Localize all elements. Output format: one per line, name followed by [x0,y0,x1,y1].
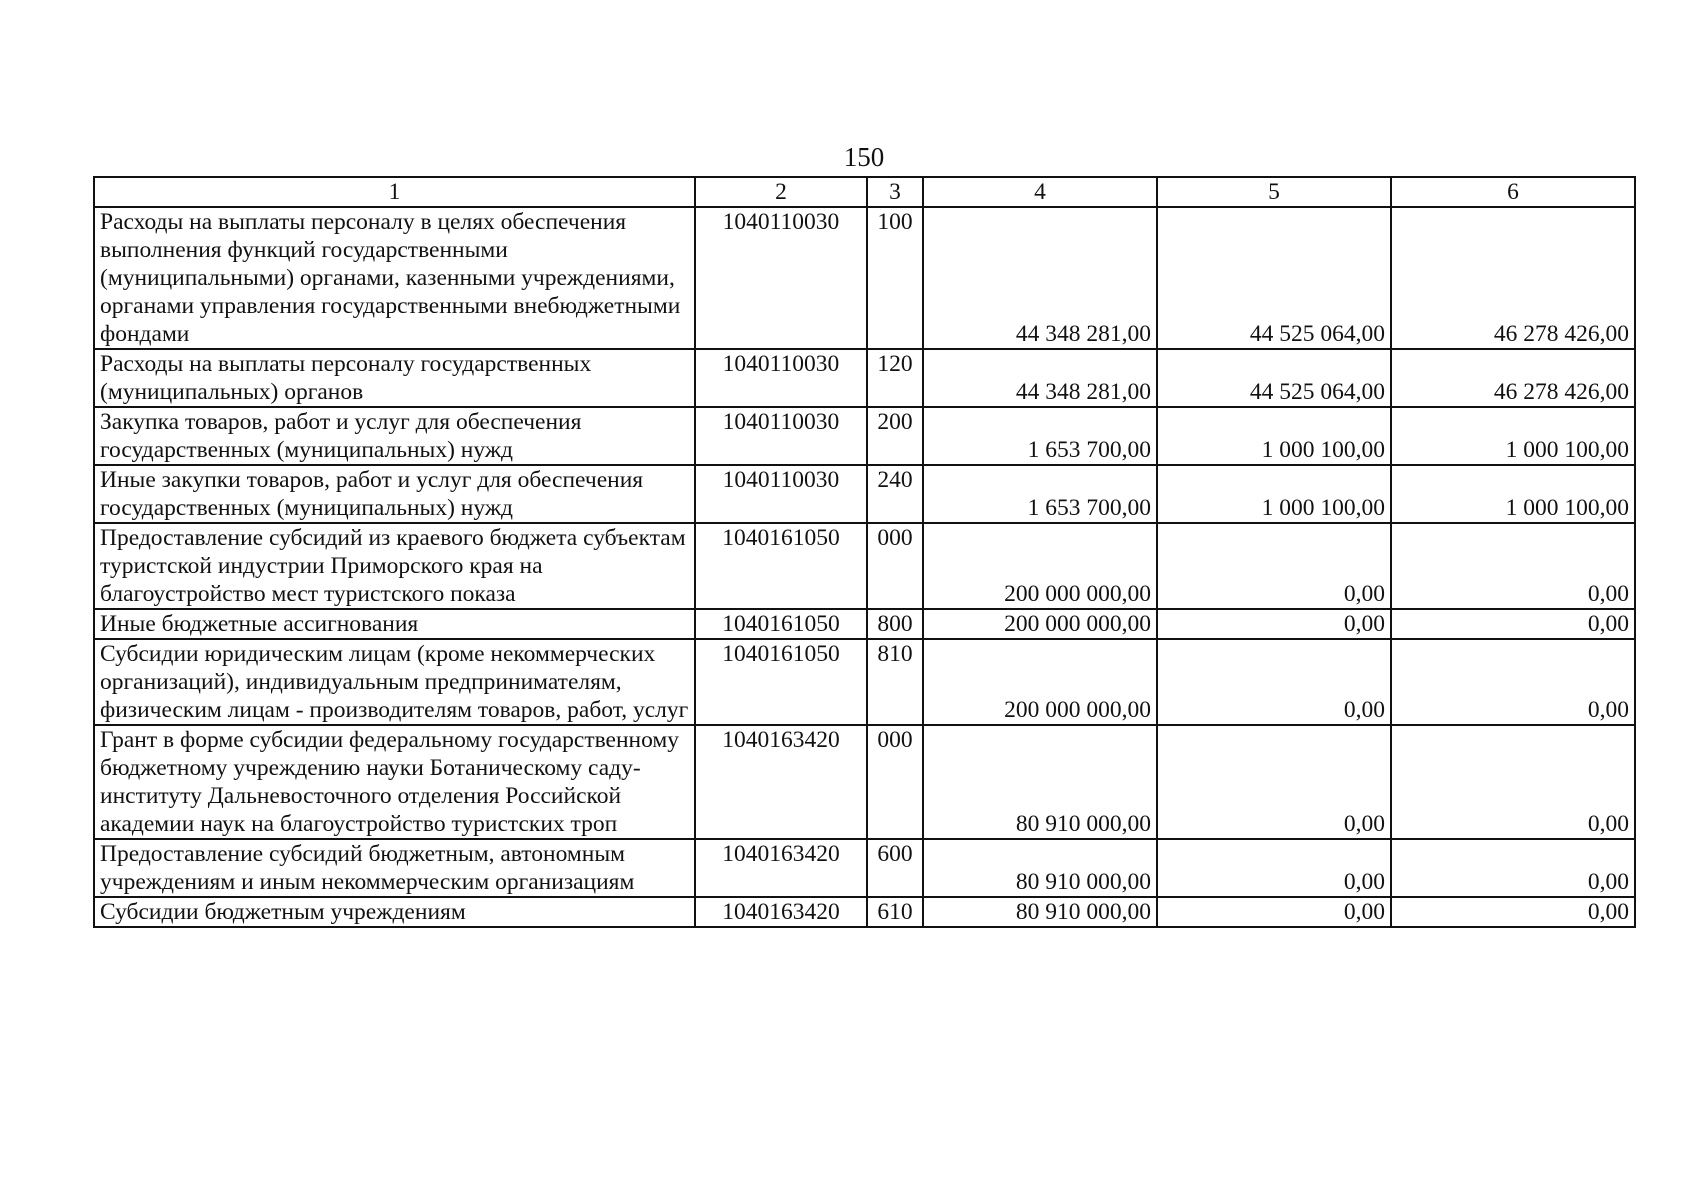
row-amount-4: 200 000 000,00 [923,523,1157,609]
row-amount-4: 1 653 700,00 [923,407,1157,465]
row-amount-6: 0,00 [1391,897,1635,927]
row-type: 000 [867,523,923,609]
row-code: 1040161050 [695,609,867,639]
table-header-row [94,177,1635,207]
row-amount-5: 0,00 [1157,523,1391,609]
column-header: 1 [94,177,695,207]
table-row [94,839,1635,897]
row-amount-5: 44 525 064,00 [1157,207,1391,349]
table-row [94,207,1635,349]
row-amount-4: 80 910 000,00 [923,839,1157,897]
row-name: Субсидии бюджетным учреждениям [94,897,695,927]
row-amount-5: 0,00 [1157,839,1391,897]
row-amount-5: 44 525 064,00 [1157,349,1391,407]
row-amount-6: 1 000 100,00 [1391,407,1635,465]
row-amount-6: 46 278 426,00 [1391,207,1635,349]
table-row [94,349,1635,407]
row-name: Субсидии юридическим лицам (кроме некоммерческих организаций), индивидуальным предпринимателям, физическим лицам - производителям товаров, работ, услуг [94,639,695,725]
row-type: 120 [867,349,923,407]
column-header: 3 [867,177,923,207]
table-row [94,465,1635,523]
row-name: Иные закупки товаров, работ и услуг для обеспечения государственных (муниципальных) нужд [94,465,695,523]
row-amount-6: 0,00 [1391,609,1635,639]
table-row [94,897,1635,927]
row-name: Иные бюджетные ассигнования [94,609,695,639]
table-row [94,725,1635,839]
table-row [94,523,1635,609]
row-code: 1040110030 [695,207,867,349]
row-type: 810 [867,639,923,725]
table-row [94,639,1635,725]
row-amount-6: 46 278 426,00 [1391,349,1635,407]
row-amount-4: 80 910 000,00 [923,897,1157,927]
row-amount-6: 1 000 100,00 [1391,465,1635,523]
row-amount-6: 0,00 [1391,523,1635,609]
row-amount-5: 1 000 100,00 [1157,407,1391,465]
column-header: 4 [923,177,1157,207]
row-type: 240 [867,465,923,523]
row-amount-6: 0,00 [1391,725,1635,839]
row-amount-4: 1 653 700,00 [923,465,1157,523]
row-name: Расходы на выплаты персоналу государственных (муниципальных) органов [94,349,695,407]
page-number: 150 [843,142,885,172]
row-name: Расходы на выплаты персоналу в целях обеспечения выполнения функций государственными (муниципальными) органами, казенными учреждениями, органами управления государственными внебюджетными фондами [94,207,695,349]
row-amount-5: 0,00 [1157,639,1391,725]
row-amount-4: 200 000 000,00 [923,639,1157,725]
row-type: 000 [867,725,923,839]
table-row [94,609,1635,639]
row-code: 1040110030 [695,349,867,407]
row-name: Грант в форме субсидии федеральному государственному бюджетному учреждению науки Ботаническому саду-институту Дальневосточного отделения Российской академии наук на благоустройство туристских троп [94,725,695,839]
column-header: 2 [695,177,867,207]
row-name: Предоставление субсидий бюджетным, автономным учреждениям и иным некоммерческим организациям [94,839,695,897]
row-type: 600 [867,839,923,897]
row-type: 800 [867,609,923,639]
row-amount-4: 80 910 000,00 [923,725,1157,839]
row-amount-5: 0,00 [1157,897,1391,927]
row-type: 610 [867,897,923,927]
row-amount-6: 0,00 [1391,639,1635,725]
row-code: 1040110030 [695,407,867,465]
table-row [94,407,1635,465]
column-header: 6 [1391,177,1635,207]
row-amount-4: 200 000 000,00 [923,609,1157,639]
row-code: 1040163420 [695,839,867,897]
row-code: 1040163420 [695,897,867,927]
row-code: 1040110030 [695,465,867,523]
row-name: Закупка товаров, работ и услуг для обеспечения государственных (муниципальных) нужд [94,407,695,465]
row-amount-4: 44 348 281,00 [923,207,1157,349]
row-amount-5: 0,00 [1157,725,1391,839]
row-name: Предоставление субсидий из краевого бюджета субъектам туристской индустрии Приморского края на благоустройство мест туристского показа [94,523,695,609]
row-code: 1040163420 [695,725,867,839]
row-type: 200 [867,407,923,465]
budget-table [93,176,1636,928]
column-header: 5 [1157,177,1391,207]
row-code: 1040161050 [695,523,867,609]
row-type: 100 [867,207,923,349]
row-amount-6: 0,00 [1391,839,1635,897]
row-amount-5: 1 000 100,00 [1157,465,1391,523]
row-amount-5: 0,00 [1157,609,1391,639]
row-code: 1040161050 [695,639,867,725]
row-amount-4: 44 348 281,00 [923,349,1157,407]
